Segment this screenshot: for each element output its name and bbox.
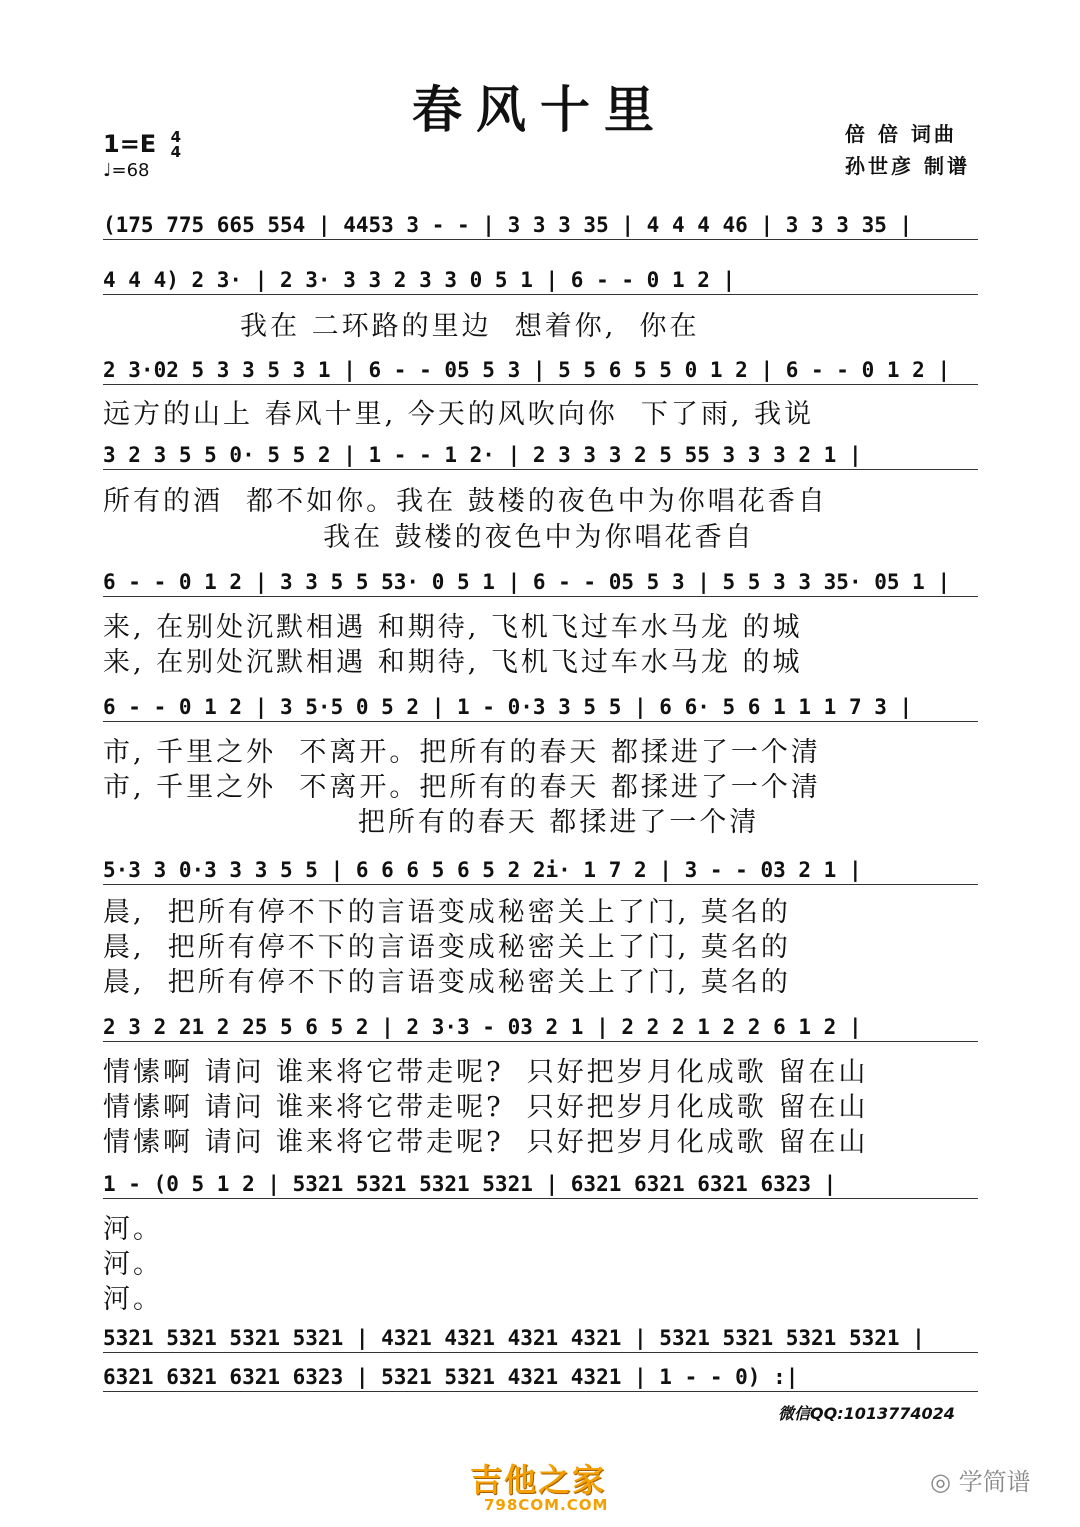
wechat-icon: ◎ (930, 1468, 951, 1496)
lyric-line: 来, 在别处沉默相遇 和期待, 飞机飞过车水马龙 的城 (103, 612, 803, 643)
notation-line: 1 - (0 5 1 2 | 5321 5321 5321 5321 | 6321 6321 6321 6323 | (103, 1172, 978, 1199)
notation-line: 3 2 3 5 5 0· 5 5 2 | 1 - - 1 2· | 2 3 3 3 2 5 55 3 3 3 2 1 | (103, 443, 978, 470)
lyric-line: 河。 (103, 1214, 163, 1245)
watermark-logo: 吉他之家 (470, 1461, 607, 1499)
lyric-line: 把所有的春天 都揉进了一个清 (103, 807, 760, 838)
notation-line: 2 3 2 21 2 25 5 6 5 2 | 2 3·3 - 03 2 1 | 2 2 2 1 2 2 6 1 2 | (103, 1015, 978, 1042)
meter-bottom: 4 (170, 143, 181, 161)
lyric-line: 晨, 把所有停不下的言语变成秘密关上了门, 莫名的 (103, 932, 791, 963)
wechat-label: 学简谱 (958, 1468, 1031, 1496)
lyric-line: 晨, 把所有停不下的言语变成秘密关上了门, 莫名的 (103, 967, 791, 998)
notation-line: 2 3·02 5 3 3 5 3 1 | 6 - - 05 5 3 | 5 5 6 5 5 0 1 2 | 6 - - 0 1 2 | (103, 358, 978, 385)
credit-composer: 倍 倍 词曲 (845, 122, 957, 146)
credit-transcriber: 孙世彦 制谱 (845, 154, 970, 178)
lyric-line: 远方的山上 春风十里, 今天的风吹向你 下了雨, 我说 (103, 399, 815, 430)
lyric-line: 情愫啊 请问 谁来将它带走呢? 只好把岁月化成歌 留在山 (103, 1127, 869, 1158)
meter-top: 4 (170, 128, 181, 146)
watermark-site: 798COM.COM (484, 1496, 609, 1514)
lyric-line: 晨, 把所有停不下的言语变成秘密关上了门, 莫名的 (103, 897, 791, 928)
notation-line: (175 775 665 554 | 4453 3 - - | 3 3 3 35 | 4 4 4 46 | 3 3 3 35 | (103, 213, 978, 240)
key-label: 1=E (103, 130, 157, 158)
lyric-line: 河。 (103, 1249, 163, 1280)
lyric-line: 情愫啊 请问 谁来将它带走呢? 只好把岁月化成歌 留在山 (103, 1057, 869, 1088)
lyric-line: 我在 二环路的里边 想着你, 你在 (240, 311, 700, 342)
notation-line: 4 4 4) 2 3· | 2 3· 3 3 2 3 3 0 5 1 | 6 - - 0 1 2 | (103, 268, 978, 295)
lyric-line: 市, 千里之外 不离开。把所有的春天 都揉进了一个清 (103, 737, 821, 768)
lyric-line: 情愫啊 请问 谁来将它带走呢? 只好把岁月化成歌 留在山 (103, 1092, 869, 1123)
notation-line: 6321 6321 6321 6323 | 5321 5321 4321 4321 | 1 - - 0) :| (103, 1365, 978, 1392)
lyric-line: 市, 千里之外 不离开。把所有的春天 都揉进了一个清 (103, 772, 821, 803)
page-title: 春风十里 (412, 80, 668, 139)
lyric-line: 来, 在别处沉默相遇 和期待, 飞机飞过车水马龙 的城 (103, 647, 803, 678)
tempo-marking: ♩=68 (103, 160, 150, 181)
lyric-line: 河。 (103, 1284, 163, 1315)
time-signature (171, 130, 181, 160)
notation-line: 6 - - 0 1 2 | 3 3 5 5 53· 0 5 1 | 6 - - 05 5 3 | 5 5 3 3 35· 05 1 | (103, 570, 978, 597)
notation-line: 5321 5321 5321 5321 | 4321 4321 4321 4321 | 5321 5321 5321 5321 | (103, 1326, 978, 1353)
lyric-line: 我在 鼓楼的夜色中为你唱花香自 (103, 522, 755, 553)
contact-info: 微信QQ:1013774024 (778, 1404, 955, 1423)
lyric-line: 所有的酒 都不如你。我在 鼓楼的夜色中为你唱花香自 (103, 486, 828, 517)
key-signature (103, 130, 181, 160)
wechat-badge (930, 1462, 1031, 1497)
notation-line: 6 - - 0 1 2 | 3 5·5 0 5 2 | 1 - 0·3 3 5 5 | 6 6· 5 6 1 1 1 7 3 | (103, 695, 978, 722)
notation-line: 5·3 3 0·3 3 3 5 5 | 6 6 6 5 6 5 2 2i· 1 7 2 | 3 - - 03 2 1 | (103, 858, 978, 885)
